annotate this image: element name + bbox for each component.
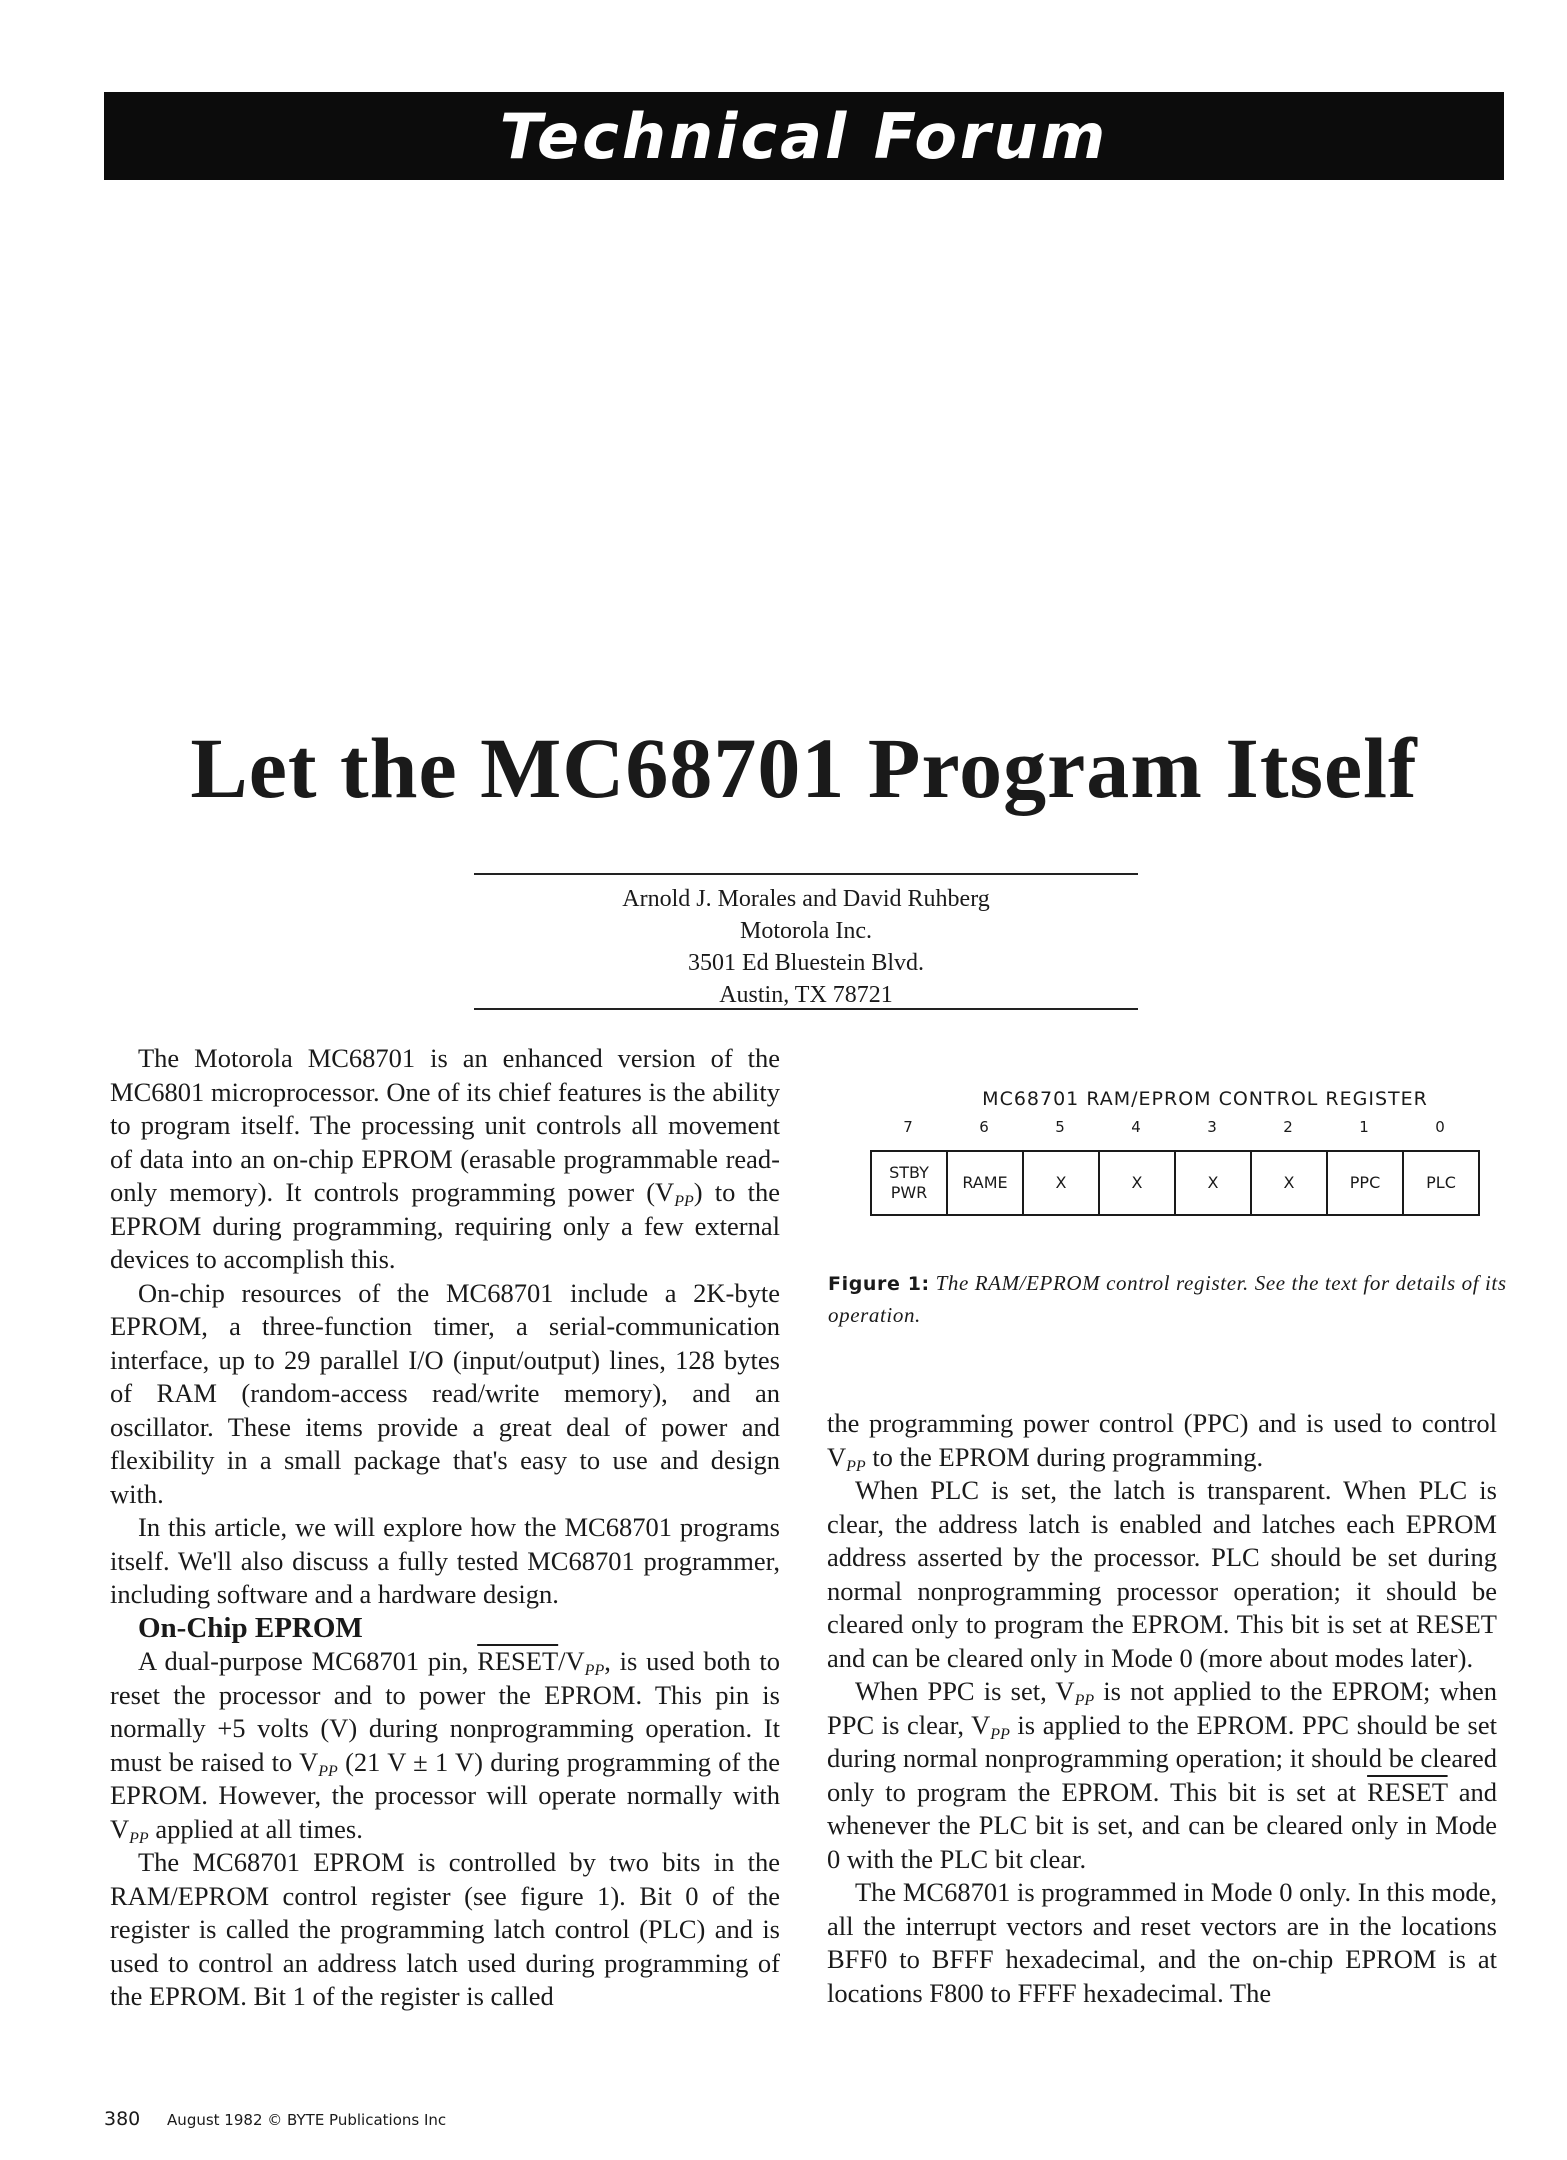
paragraph: When PLC is set, the latch is transparent. When PLC is clear, the address latch is enabled and latches each EPROM address asserted by the processor. PLC should be set during normal nonprogramming processor operation; it should be cleared only to program the EPROM. This bit is set at RESET and can be cleared only in Mode 0 (more about modes later). bbox=[827, 1475, 1497, 1673]
byline bbox=[474, 883, 1138, 1011]
register-cell: PPC bbox=[1328, 1152, 1404, 1214]
bit-number: 5 bbox=[1055, 1118, 1065, 1136]
byline-authors: Arnold J. Morales and David Ruhberg bbox=[622, 886, 990, 912]
section-banner bbox=[104, 92, 1504, 180]
bit-number: 1 bbox=[1359, 1118, 1369, 1136]
bit-numbers bbox=[860, 1118, 1480, 1142]
paragraph: On-chip resources of the MC68701 include a 2K-byte EPROM, a three-function timer, a serial-communication interface, up to 29 parallel I/O (input/output) lines, 128 bytes of RAM (random-access read/write memory), and an oscillator. These items provide a great deal of power and flexibility in a small package that's easy to use and design with. bbox=[110, 1277, 780, 1509]
paragraph: The MC68701 EPROM is controlled by two bits in the RAM/EPROM control register (see figure 1). Bit 0 of the register is called the programming latch control (PLC) and is used to control an address latch used during programming of the EPROM. Bit 1 of the register is called bbox=[110, 1847, 780, 2011]
byline-company: Motorola Inc. bbox=[740, 918, 872, 944]
byline-bottom-rule bbox=[474, 1008, 1138, 1010]
bit-number: 2 bbox=[1283, 1118, 1293, 1136]
register-cell: X bbox=[1252, 1152, 1328, 1214]
register-cell: RAME bbox=[948, 1152, 1024, 1214]
left-column bbox=[110, 1042, 780, 2014]
paragraph: A dual-purpose MC68701 pin, RESET/$V_{PP}$, is used both to reset the processor and to power the EPROM. This pin is normally +5 volts (V) during nonprogramming operation. It must be raised to $V_{PP}$ (21 V ± 1 V) during programming of the EPROM. However, the processor will operate normally with $V_{PP}$ applied at all times. bbox=[110, 1646, 780, 1847]
bit-number: 4 bbox=[1131, 1118, 1141, 1136]
page-number: 380 bbox=[104, 2108, 141, 2130]
register-cell: STBY PWR bbox=[872, 1152, 948, 1214]
page-footer bbox=[104, 2108, 446, 2130]
paragraph: When PPC is set, $V_{PP}$ is not applied to the EPROM; when PPC is clear, $V_{PP}$ is applied to the EPROM. PPC should be set during normal nonprogramming operation; it should be cleared only to program the EPROM. This bit is set at RESET and whenever the PLC bit is set, and can be cleared only in Mode 0 with the PLC bit clear. bbox=[827, 1676, 1497, 1874]
bit-number: 7 bbox=[903, 1118, 913, 1136]
byline-city: Austin, TX 78721 bbox=[719, 982, 893, 1008]
register-cell: X bbox=[1176, 1152, 1252, 1214]
right-column bbox=[827, 1407, 1497, 2010]
byline-top-rule bbox=[474, 873, 1138, 875]
register-cell: X bbox=[1024, 1152, 1100, 1214]
register-cell: X bbox=[1100, 1152, 1176, 1214]
bit-number: 6 bbox=[979, 1118, 989, 1136]
paragraph: The Motorola MC68701 is an enhanced version of the MC6801 microprocessor. One of its chief features is the ability to program itself. The processing unit controls all movement of data into an on-chip EPROM (erasable programmable read-only memory). It controls programming power $(V_{PP})$ to the EPROM during programming, requiring only a few external devices to accomplish this. bbox=[110, 1043, 781, 1274]
footer-text: August 1982 © BYTE Publications Inc bbox=[167, 2111, 447, 2129]
bit-number: 0 bbox=[1435, 1118, 1445, 1136]
register-diagram bbox=[870, 1150, 1480, 1216]
caption-text: The RAM/EPROM control register. See the text for details of its operation. bbox=[828, 1271, 1507, 1327]
paragraph: the programming power control (PPC) and is used to control $V_{PP}$ to the EPROM during programming. bbox=[827, 1408, 1497, 1475]
register-cell: PLC bbox=[1426, 1173, 1456, 1192]
figure-caption bbox=[828, 1268, 1508, 1331]
paragraph: The MC68701 is programmed in Mode 0 only. In this mode, all the interrupt vectors and reset vectors are in the locations BFF0 to BFFF hexadecimal, and the on-chip EPROM is at locations F800 to FFFF hexadecimal. The bbox=[827, 1877, 1497, 2008]
banner-title: Technical Forum bbox=[499, 99, 1109, 173]
paragraph: In this article, we will explore how the MC68701 programs itself. We'll also discuss a fully tested MC68701 programmer, including software and a hardware design. bbox=[110, 1512, 780, 1609]
section-heading: On-Chip EPROM bbox=[138, 1611, 363, 1644]
article-title: Let the MC68701 Program Itself bbox=[190, 720, 1418, 816]
figure-1 bbox=[860, 1088, 1480, 1202]
bit-number: 3 bbox=[1207, 1118, 1217, 1136]
byline-street: 3501 Ed Bluestein Blvd. bbox=[688, 950, 924, 976]
caption-label: Figure 1: bbox=[828, 1273, 930, 1295]
figure-title: MC68701 RAM/EPROM CONTROL REGISTER bbox=[982, 1088, 1428, 1110]
